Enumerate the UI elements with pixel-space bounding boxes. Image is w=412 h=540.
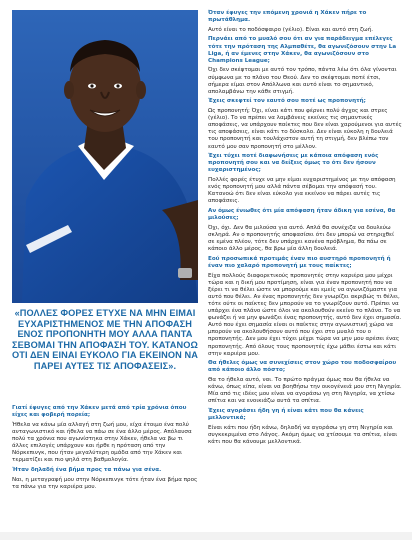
right-question: Περνάει από το μυαλό σου ότι αν για παράδειγμα επέλεγες τότε την πρόταση της Αλμπαθέτε, θα αγωνιζόσουν στην La Liga, ή αν έμενες στην Χάκεν, θα αγωνιζόσουν στο Champions League; (208, 36, 397, 64)
right-answer: Πολλές φορές έτυχε να μην είμαι ευχαριστημένος με την απόφαση ενός προπονητή μου αλλά πάντα σέβομαι την απόφασή του. Κατανοώ ότι δεν είναι εύκολο για εκείνον να πάρει αυτές τις αποφάσεις. (208, 177, 396, 205)
pull-quote: «ΠΟΛΛΕΣ ΦΟΡΕΣ ΕΤΥΧΕ ΝΑ ΜΗΝ ΕΙΜΑΙ ΕΥΧΑΡΙΣΤΗΜΕΝΟΣ ΜΕ ΤΗΝ ΑΠΟΦΑΣΗ ΕΝΟΣ ΠΡΟΠΟΝΗΤΗ ΜΟΥ ΑΛΛΑ ΠΑΝΤΑ ΣΕΒΟΜΑΙ ΤΗΝ ΑΠΟΦΑΣΗ ΤΟΥ. ΚΑΤΑΝΟΩ ΟΤΙ ΔΕΝ ΕΙΝΑΙ ΕΥΚΟΛΟ ΓΙΑ ΕΚΕΙΝΟΝ ΝΑ ΠΑΡΕΙ ΑΥΤΕΣ ΤΙΣ ΑΠΟΦΑΣΕΙΣ». (12, 308, 198, 371)
right-question: Έχεις σκεφτεί τον εαυτό σου ποτέ ως προπονητή; (208, 98, 366, 105)
left-question: Γιατί έφυγες από την Χάκεν μετά από τρία χρόνια όπου είχες και φοβερή πορεία; (12, 405, 187, 419)
player-portrait-image (12, 10, 198, 303)
right-answer: Θα το ήθελα αυτό, ναι. Το πρώτο πράγμα όμως που θα ήθελα να κάνω, όπως είπα, είναι να βοηθήσω την οικογένειά μου στη Νιγηρία. Μία από τις ιδέες μου είναι να αγοράσω γη στη Νιγηρία, να χτίσω σπίτια και να ενοικιάζω αυτά τα σπίτια. (208, 377, 402, 405)
page-bottom-band (0, 532, 412, 540)
left-answer: Ναι, η μεταγραφή μου στην Νόρκεπινγκ τότε ήταν ένα βήμα προς τα πάνω για την καριέρα μου. (12, 476, 198, 490)
right-answer: Είναι κάτι που ήδη κάνω, δηλαδή να αγοράσω γη στη Νιγηρία και συγκεκριμένα στο Λάγος. Ακόμη όμως να χτίσουμε τα σπίτια, είναι κάτι που θα κάνουμε μελλοντικά. (208, 424, 398, 446)
right-question: Θα ήθελες όμως να συνεχίσεις στον χώρο του ποδοσφαίρου από κάποιο άλλο πόστο; (208, 360, 397, 374)
right-question: Έχει τύχει ποτέ διαφωνήσεις με κάποια απόφαση ενός προπονητή σου και να δείξεις όμως το ότι δεν ήσουν ευχαριστημένος; (208, 153, 379, 174)
right-question: Εού προσωπικά προτιμάς έναν πιο αυστηρό προπονητή ή έναν πιο χαλαρό προπονητή με τους παίκτες; (208, 255, 391, 269)
right-answer: Ως προπονητή; Όχι, είναι κάτι που φέρνει πολύ άγχος και στρες (γέλιο). Το να πρέπει να λαμβάνεις εκείνες τις σημαντικές αποφάσεις, να υπάρχουν παίκτες που δεν είναι χαρούμενοι για αυτές τις αποφάσεις, είναι κάτι το δύσκολο. Δεν είναι εύκολη η δουλειά του προπονητή και τουλάχιστον αυτή τη στιγμή, δεν βλέπω τον εαυτό μου σαν προπονητή στο μέλλον. (208, 108, 402, 150)
right-answer: Είχα πολλούς διαφορετικούς προπονητές στην καριέρα μου μέχρι τώρα και η δική μου προτίμηση, είναι για έναν προπονητή που να ξέρει τι να θέλει ώστε να μπορούμε και εμείς να αγωνιζόμαστε για αυτό που θέλει. Αν ένας προπονητής δεν γνωρίζει ακριβώς τι θέλει, τότε ούτε οι παίκτες δεν μπορούν να το γνωρίζουν αυτό. Πρέπει να υπάρχει ένα πλάνο ώστε όλοι να ακολουθούν εκείνο το πλάνο. Το να φωνάζει ή να μην φωνάζει ένας προπονητής, αυτό δεν έχει σημασία. Αυτό που έχει σημασία είναι οι παίκτες στην αγωνιστική χώρα να μπορούν να ακολουθήσουν αυτό που έχει στο μυαλό του ο προπονητής. Δεν μου έχει τύχει μέχρι τώρα να μην μου αρέσει ένας προπονητής. Από όλους τους προπονητές έχω μάθει έστω και κάτι στην καριέρα μου. (208, 272, 402, 357)
right-answer: Αυτό είναι το ποδόσφαιρο (γέλιο). Είναι και αυτό στη ζωή. (208, 26, 374, 33)
left-answer: Ήθελα να κάνω μία αλλαγή στη ζωή μου, είχα έτοιμο ένα πολύ ανταγωνιστικό και ήθελα να πάω σε ένα άλλο μέρος. Απόλαυσα πολύ τα χρόνια που αγωνίστηκα στην Χάκεν, ήθελα να βω τι άλλες επιλογές υπάρχουν και ήρθε η πρόταση από την Νόρκεπινγκ, που ήταν μεγαλύτερη ομάδα από την Χάκεν και τερματίζει και πιο ψηλά στη βαθμολογία. (12, 421, 192, 464)
right-question: Όταν έφυγες την επόμενη χρονιά η Χάκεν πήρε το πρωτάθλημα. (208, 10, 367, 24)
right-answer: Όχι, όχι. Δεν θα μιλούσα για αυτό. Απλά θα συνέχιζα να δουλεύω σκληρά. Αν ο προπονητής αποφασίσει ότι δεν μπορώ να στηριχθεί σε εμένα πλέον, τότε δεν υπάρχει κανένα πρόβλημα, θα πάω σε κάποιο άλλο μέρος, θα βρω μία άλλη δουλειά. (208, 224, 394, 253)
player-photo (12, 10, 198, 303)
right-answer: Όχι δεν σκέφτομαι με αυτό τον τρόπο, πάντα λέω ότι όλα γίνονται σύμφωνα με το πλάνο του Θεού. Δεν το σκέφτομαι ποτέ έτσι, σήμερα είμαι στον Απόλλωνα και αυτό είναι το σημαντικό, απολαμβάνω την κάθε στιγμή. (208, 67, 397, 95)
right-question: Έχεις αγοράσει ήδη γη ή είναι κάτι που θα κάνεις μελλοντικά; (208, 408, 364, 422)
left-question: Ήταν δηλαδή ένα βήμα προς τα πάνω για σένα. (12, 466, 162, 473)
right-question: Αν όμως ένιωθες ότι μία απόφαση ήταν άδικη για εσένα, θα μιλούσες; (208, 208, 396, 222)
right-column (208, 10, 402, 449)
left-column (12, 405, 198, 493)
